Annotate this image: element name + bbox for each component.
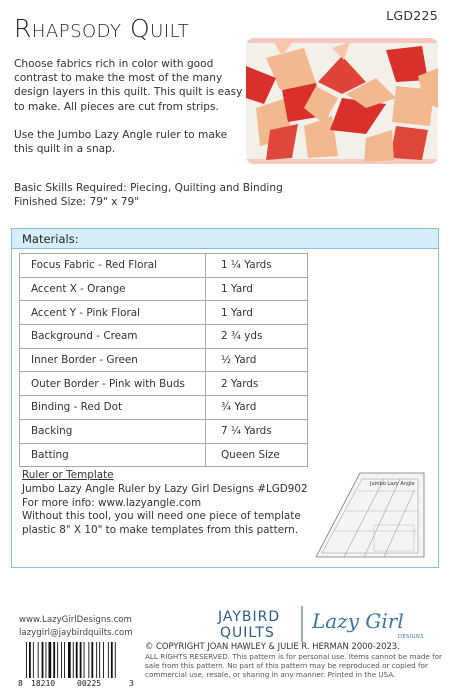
- material-amount: 2 ¾ yds: [206, 325, 308, 349]
- table-row: [20, 372, 308, 396]
- fine-print: ALL RIGHTS RESERVED. This pattern is for personal use. Items cannot be made for sale from this pattern. No part of this pattern may be reproduced or copied for commercial use, resale, or sharing in any manner. Printed in the USA.: [145, 651, 442, 680]
- table-row: [20, 419, 308, 443]
- material-amount: Queen Size: [206, 443, 308, 467]
- material-item: Batting: [20, 443, 206, 467]
- barcode-digit-right: 3: [129, 679, 134, 688]
- ruler-image: [314, 471, 426, 561]
- table-row: [20, 301, 308, 325]
- jaybird-logo-line1: JAYBIRD: [218, 609, 281, 625]
- material-item: Binding - Red Dot: [20, 396, 206, 420]
- material-item: Inner Border - Green: [20, 348, 206, 372]
- pattern-code: LGD225: [386, 8, 438, 23]
- barcode: [17, 642, 137, 688]
- material-item: Focus Fabric - Red Floral: [20, 254, 206, 278]
- copyright-notice: [145, 641, 443, 680]
- material-amount: ½ Yard: [206, 348, 308, 372]
- website-link[interactable]: www.LazyGirlDesigns.com: [19, 615, 132, 625]
- intro-paragraph-1: Choose fabrics rich in color with good contrast to make the most of the many design layers in this quilt. This quilt is easy to make. All pieces are cut from strips.: [14, 58, 243, 113]
- material-item: Accent Y - Pink Floral: [20, 301, 206, 325]
- ruler-line: Without this tool, you will need one piece of template: [22, 510, 301, 523]
- table-row: [20, 254, 308, 278]
- ruler-line: Jumbo Lazy Angle Ruler by Lazy Girl Designs #LGD902: [22, 482, 308, 495]
- copyright-line: © COPYRIGHT JOAN HAWLEY & JULIE R. HERMAN 2000-2023.: [145, 641, 400, 651]
- material-amount: 2 Yards: [206, 372, 308, 396]
- ruler-info: [22, 469, 322, 538]
- ruler-link: For more info: www.lazyangle.com: [22, 496, 202, 509]
- table-row: [20, 325, 308, 349]
- material-amount: 1 Yard: [206, 277, 308, 301]
- page-title: Rhapsody Quilt: [14, 14, 190, 43]
- lazygirl-logo: Lazy Girl: [312, 609, 404, 633]
- materials-table: [19, 253, 308, 467]
- table-row: [20, 277, 308, 301]
- material-amount: 1 Yard: [206, 301, 308, 325]
- intro-text: [14, 57, 246, 170]
- material-item: Backing: [20, 419, 206, 443]
- material-amount: ¾ Yard: [206, 396, 308, 420]
- email-link[interactable]: lazygirl@jaybirdquilts.com: [19, 628, 133, 638]
- lazygirl-logo-sub: DESIGNS: [398, 634, 424, 640]
- intro-paragraph-2: Use the Jumbo Lazy Angle ruler to make this quilt in a snap.: [14, 128, 228, 156]
- ruler-image-label: Jumbo Lazy Angle: [370, 481, 415, 487]
- quilt-photo: [246, 38, 438, 164]
- skills-info: [14, 181, 283, 209]
- contact-info: [19, 614, 133, 640]
- materials-heading: Materials:: [12, 229, 438, 249]
- material-item: Outer Border - Pink with Buds: [20, 372, 206, 396]
- material-amount: 1 ¼ Yards: [206, 254, 308, 278]
- skills-required: Basic Skills Required: Piecing, Quilting and Binding: [14, 182, 283, 194]
- material-item: Background - Cream: [20, 325, 206, 349]
- barcode-digit-left: 8: [18, 679, 23, 688]
- table-row: [20, 396, 308, 420]
- barcode-digits-2: 00225: [77, 679, 102, 688]
- table-row: [20, 348, 308, 372]
- ruler-heading: Ruler or Template: [22, 469, 114, 481]
- material-amount: 7 ¼ Yards: [206, 419, 308, 443]
- jaybird-logo-line2: QUILTS: [220, 625, 275, 641]
- barcode-bars: [26, 642, 116, 678]
- brand-logos: [214, 604, 440, 644]
- barcode-digits-1: 18210: [31, 679, 56, 688]
- table-row: [20, 443, 308, 467]
- material-item: Accent X - Orange: [20, 277, 206, 301]
- ruler-line: plastic 8" X 10" to make templates from this pattern.: [22, 524, 299, 537]
- finished-size: Finished Size: 79" x 79": [14, 196, 140, 209]
